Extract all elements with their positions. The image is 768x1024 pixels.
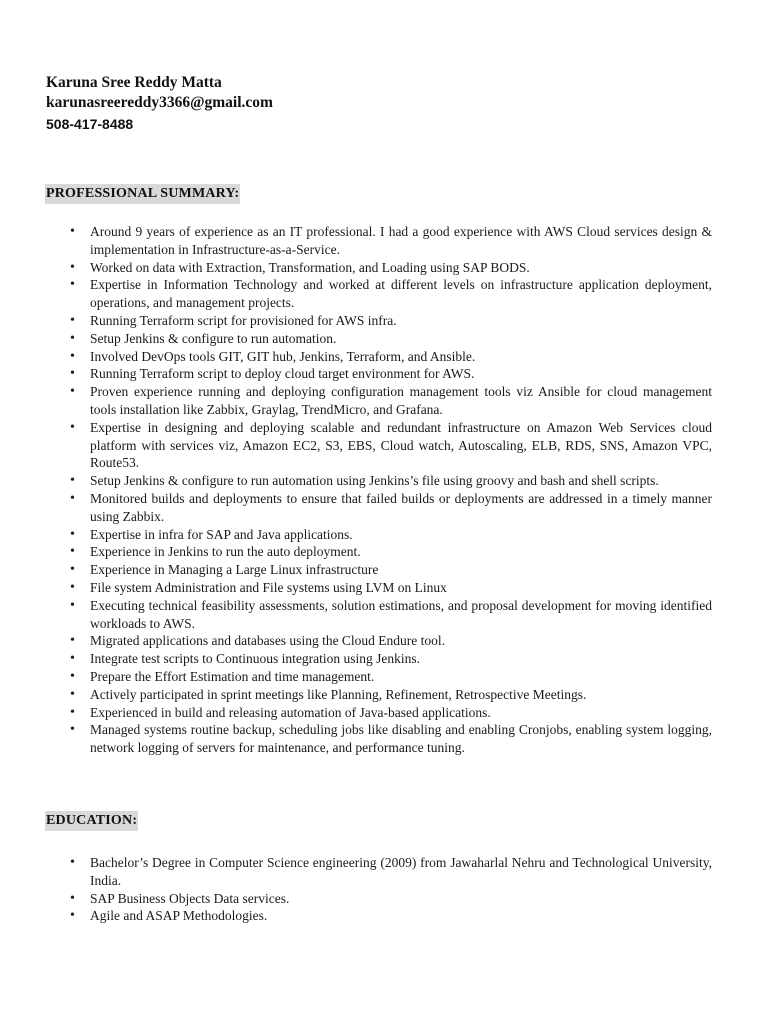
list-item: • Monitored builds and deployments to ensure that failed builds or deployments are addressed in a timely manner using Zabbix. bbox=[62, 490, 712, 526]
candidate-name: Karuna Sree Reddy Matta bbox=[46, 74, 222, 91]
list-item: • Experienced in build and releasing automation of Java-based applications. bbox=[62, 704, 712, 722]
list-item: • Proven experience running and deploying configuration management tools viz Ansible for cloud management tools installation like Zabbix, Graylag, TrendMicro, and Grafana. bbox=[62, 383, 712, 419]
list-item: • Experience in Managing a Large Linux infrastructure bbox=[62, 561, 712, 579]
list-item: • Setup Jenkins & configure to run automation. bbox=[62, 330, 712, 348]
list-item: • Worked on data with Extraction, Transformation, and Loading using SAP BODS. bbox=[62, 259, 712, 277]
education-list bbox=[62, 854, 712, 925]
list-item: • Agile and ASAP Methodologies. bbox=[62, 907, 712, 925]
list-item: • SAP Business Objects Data services. bbox=[62, 890, 712, 908]
list-item: • Bachelor’s Degree in Computer Science engineering (2009) from Jawaharlal Nehru and Technological University, India. bbox=[62, 854, 712, 890]
list-item: • Around 9 years of experience as an IT professional. I had a good experience with AWS Cloud services design & implementation in Infrastructure-as-a-Service. bbox=[62, 223, 712, 259]
list-item: • Actively participated in sprint meetings like Planning, Refinement, Retrospective Meetings. bbox=[62, 686, 712, 704]
list-item: • Expertise in infra for SAP and Java applications. bbox=[62, 526, 712, 544]
list-item: • Expertise in designing and deploying scalable and redundant infrastructure on Amazon Web Services cloud platform with services viz, Amazon EC2, S3, EBS, Cloud watch, Autoscaling, ELB, RDS, SNS, Amazon VPC, Route53. bbox=[62, 419, 712, 472]
list-item: • Experience in Jenkins to run the auto deployment. bbox=[62, 543, 712, 561]
professional-summary-heading: PROFESSIONAL SUMMARY: bbox=[45, 184, 240, 204]
candidate-email: karunasreereddy3366@gmail.com bbox=[46, 94, 273, 111]
list-item: • Running Terraform script to deploy cloud target environment for AWS. bbox=[62, 365, 712, 383]
list-item: • Managed systems routine backup, scheduling jobs like disabling and enabling Cronjobs, enabling system logging, network logging of servers for maintenance, and performance tuning. bbox=[62, 721, 712, 757]
list-item: • Expertise in Information Technology and worked at different levels on infrastructure application deployment, operations, and management projects. bbox=[62, 276, 712, 312]
list-item: • Prepare the Effort Estimation and time management. bbox=[62, 668, 712, 686]
list-item: • Executing technical feasibility assessments, solution estimations, and proposal development for moving identified workloads to AWS. bbox=[62, 597, 712, 633]
education-heading: EDUCATION: bbox=[45, 811, 138, 831]
list-item: • File system Administration and File systems using LVM on Linux bbox=[62, 579, 712, 597]
list-item: • Running Terraform script for provisioned for AWS infra. bbox=[62, 312, 712, 330]
professional-summary-list bbox=[62, 223, 712, 757]
list-item: • Setup Jenkins & configure to run automation using Jenkins’s file using groovy and bash and shell scripts. bbox=[62, 472, 712, 490]
list-item: • Involved DevOps tools GIT, GIT hub, Jenkins, Terraform, and Ansible. bbox=[62, 348, 712, 366]
contact-header bbox=[46, 73, 273, 135]
list-item: • Integrate test scripts to Continuous integration using Jenkins. bbox=[62, 650, 712, 668]
candidate-phone: 508-417-8488 bbox=[46, 116, 134, 132]
list-item: • Migrated applications and databases using the Cloud Endure tool. bbox=[62, 632, 712, 650]
